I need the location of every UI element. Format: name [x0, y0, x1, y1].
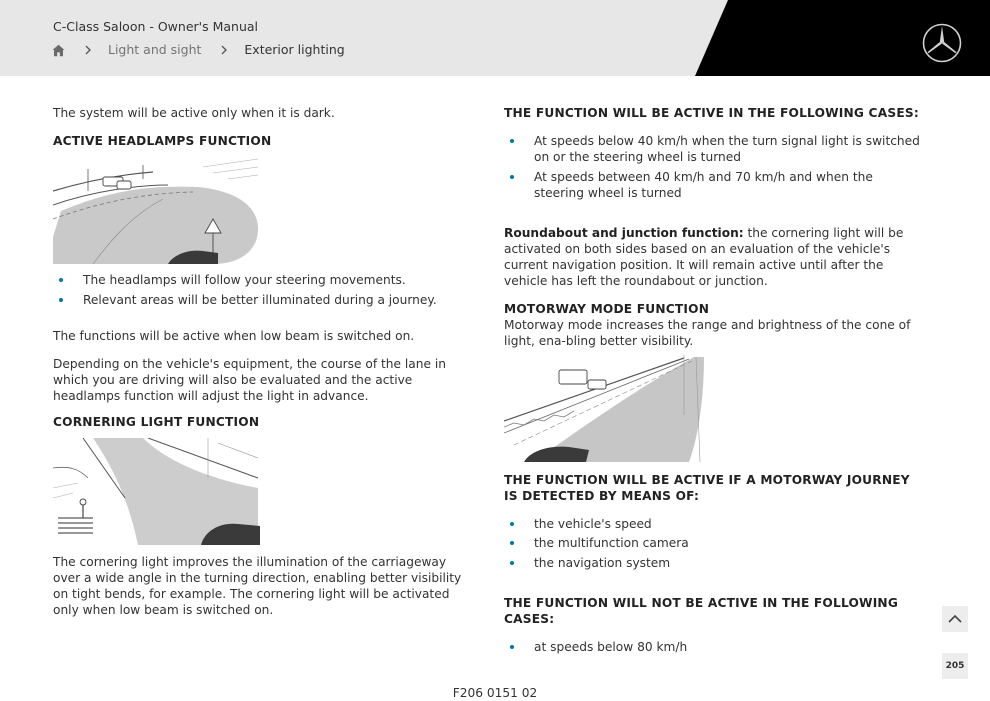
- figure-code: F206 0151 02: [452, 686, 538, 700]
- left-column: [53, 105, 473, 618]
- active-headlamps-list: [53, 272, 473, 308]
- right-column: [504, 105, 924, 658]
- list-item: at speeds below 80 km/h: [504, 639, 924, 655]
- intro-text: The system will be active only when it is dark.: [53, 106, 335, 120]
- roundabout-paragraph: [504, 225, 924, 289]
- not-active-heading: THE FUNCTION WILL NOT BE ACTIVE IN THE FOLLOWING CASES:: [504, 595, 899, 626]
- active-cases-list: [504, 133, 924, 201]
- roundabout-label: Roundabout and junction function:: [504, 225, 744, 240]
- detected-heading: THE FUNCTION WILL BE ACTIVE IF A MOTORWAY JOURNEY IS DETECTED BY MEANS OF:: [504, 472, 910, 503]
- mercedes-star-logo: [921, 22, 963, 64]
- page-header: [0, 0, 990, 76]
- not-active-list: [504, 639, 924, 655]
- list-item: the vehicle's speed: [504, 516, 924, 532]
- scroll-to-top-button[interactable]: [942, 606, 968, 632]
- motorway-mode-heading: MOTORWAY MODE FUNCTION: [504, 301, 710, 316]
- list-item: Relevant areas will be better illuminated during a journey.: [53, 292, 473, 308]
- cornering-light-text: The cornering light improves the illumination of the carriageway over a wide angle in the turning direction, enabling better visibility on tight bends, for example. The cornering light will be activated only when low beam is switched on.: [53, 554, 462, 617]
- cornering-light-heading: CORNERING LIGHT FUNCTION: [53, 414, 260, 429]
- active-headlamps-illustration: [53, 157, 260, 264]
- home-icon[interactable]: [52, 44, 65, 57]
- motorway-mode-text: Motorway mode increases the range and brightness of the cone of light, ena-bling better visibility.: [504, 317, 911, 348]
- list-item: the navigation system: [504, 555, 924, 571]
- low-beam-text: The functions will be active when low beam is switched on.: [53, 328, 415, 343]
- list-item: At speeds below 40 km/h when the turn signal light is switched on or the steering wheel is turned: [504, 133, 924, 165]
- page-number-button[interactable]: 205: [942, 653, 968, 679]
- breadcrumb: [52, 41, 345, 59]
- roundabout-text: the cornering light will be activated on both sides based on an evaluation of the vehicle's current navigation position. It will remain active until after the vehicle has left the roundabout or junction.: [504, 225, 904, 288]
- detected-list: [504, 516, 924, 571]
- active-headlamps-heading: ACTIVE HEADLAMPS FUNCTION: [53, 134, 272, 148]
- active-cases-heading: THE FUNCTION WILL BE ACTIVE IN THE FOLLOWING CASES:: [504, 106, 919, 120]
- chevron-up-icon: [942, 606, 968, 632]
- breadcrumb-link-light-and-sight[interactable]: Light and sight: [108, 42, 202, 57]
- list-item: The headlamps will follow your steering movements.: [53, 272, 473, 288]
- cornering-light-illustration: [53, 438, 260, 545]
- breadcrumb-current-exterior-lighting: Exterior lighting: [244, 42, 345, 57]
- depending-text: Depending on the vehicle's equipment, the course of the lane in which you are driving will also be evaluated and the active headlamps function will adjust the light in advance.: [53, 356, 446, 403]
- list-item: At speeds between 40 km/h and 70 km/h and when the steering wheel is turned: [504, 169, 924, 201]
- header-black-panel: [0, 0, 990, 76]
- chevron-right-icon: [220, 45, 228, 55]
- list-item: the multifunction camera: [504, 535, 924, 551]
- motorway-mode-illustration: [504, 355, 711, 462]
- chevron-right-icon: [84, 45, 92, 55]
- document-title: C-Class Saloon - Owner's Manual: [53, 19, 258, 34]
